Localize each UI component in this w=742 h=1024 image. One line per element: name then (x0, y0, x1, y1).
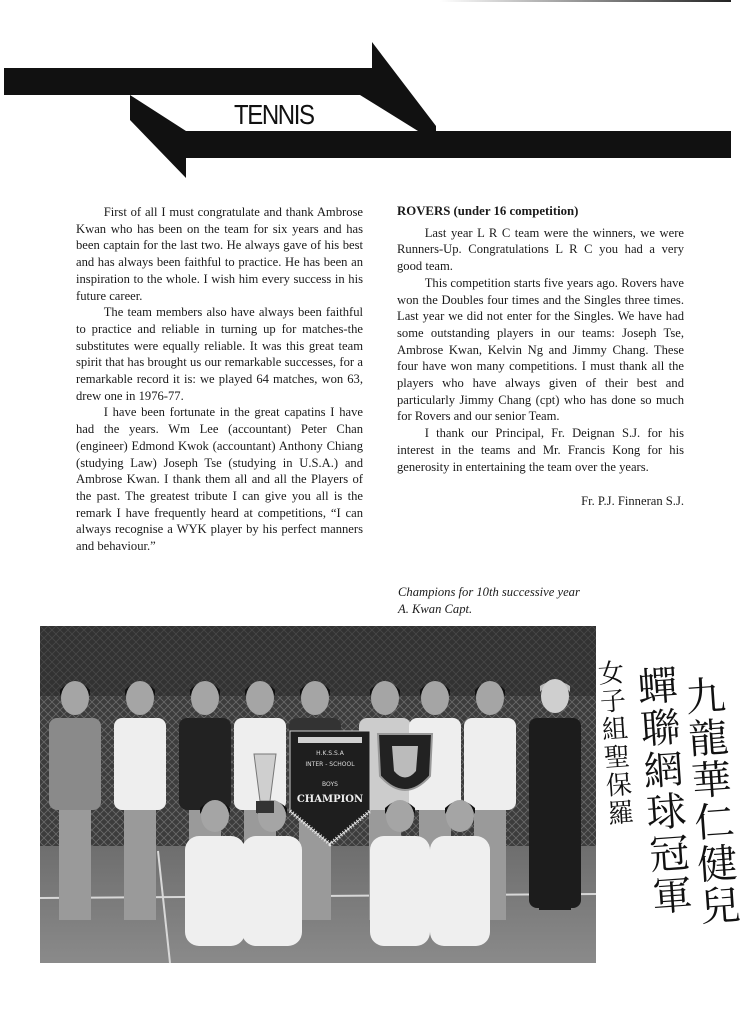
chinese-char: 蟬 (636, 662, 680, 712)
section-heading: ROVERS (under 16 competition) (397, 204, 579, 218)
chinese-subtitle-column (597, 659, 635, 828)
cup-trophy (254, 754, 276, 813)
right-paragraph: Last year L R C team were the winners, we were Runners-Up. Congratulations L R C you had a very good team. (397, 225, 684, 274)
right-paragraph: This competition starts five years ago. Rovers have won the Doubles four times and the Singles three times. Last year we did not enter for the Singles. We have had some outstanding players in our teams: Joseph Tse, Ambrose Kwan, Kelvin Ng and Jimmy Chang. These four have won many competitions. I must thank all the players who have always given of their best and particularly Jimmy Chang (cpt) who has done so much for Rovers and our senior Team. (397, 275, 684, 424)
chinese-title-column (684, 672, 742, 932)
team-photo-illustration (40, 626, 596, 963)
pennant-text: INTER - SCHOOL (305, 761, 355, 768)
chinese-char: 兒 (698, 882, 742, 932)
shield-trophy (378, 734, 432, 790)
pennant-text: BOYS (322, 781, 338, 788)
chinese-char: 女 (597, 658, 626, 691)
chinese-char: 羅 (606, 797, 635, 830)
chinese-char: 冠 (647, 830, 691, 880)
pennant-text: H.K.S.S.A (316, 750, 344, 757)
left-paragraph: The team members also have always been faithful to practice and reliable in turning up for matches-the substitutes were equally reliable. It was this great team spirit that has brought us our remarkable successes, for a remarkable record it is: we played 64 matches, won 63, drew one in 1976-77. (76, 305, 363, 403)
chinese-char: 保 (604, 770, 633, 802)
left-column (76, 204, 363, 555)
pennant-text: CHAMPION (296, 794, 364, 805)
photo-caption (398, 584, 580, 618)
chinese-char: 健 (695, 840, 739, 890)
chinese-char: 球 (644, 788, 689, 838)
left-paragraph: I have been fortunate in the great capatins I have had the years. Wm Lee (accountant) Peter Chan (engineer) Edmond Kwok (accountant) Anthony Chiang (studying Law) Joseph Tse (studying in U.S.A.) and Ambrose Kwan. I thank them all and all the Players of the past. The greatest tribute I can give you all is the remark I have frequently heard at competitions, “I can always recognise a WYK player by his perfect manners and behaviour.” (76, 405, 363, 554)
left-paragraph: First of all I must congratulate and thank Ambrose Kwan who has been on the team for six years and has been captain for the last two. He always gave of his best and has always been faithful to practice. He has been an inspiration to the whole. I wish him every success in his future career. (76, 205, 363, 303)
right-paragraph: I thank our Principal, Fr. Deignan S.J. for his interest in the teams and Mr. Francis Kong for his generosity in entertaining the team over the years. (397, 426, 684, 474)
chinese-char: 聖 (602, 742, 632, 774)
chinese-char: 九 (684, 672, 728, 722)
right-column (397, 203, 684, 510)
caption-line: Champions for 10th successive year (398, 585, 580, 599)
team-photo (40, 626, 596, 963)
banner-arrow-left (130, 95, 731, 178)
caption-line: A. Kwan Capt. (398, 602, 473, 616)
chinese-char: 組 (601, 714, 630, 746)
chinese-char: 子 (599, 686, 628, 718)
chinese-char: 仁 (692, 798, 737, 848)
chinese-char: 龍 (687, 714, 731, 764)
header-banner (0, 0, 731, 200)
chinese-char: 聯 (639, 704, 683, 754)
chinese-char: 華 (689, 756, 734, 806)
signature: Fr. P.J. Finneran S.J. (581, 494, 684, 509)
chinese-char: 軍 (650, 872, 694, 922)
page-title: TENNIS (234, 100, 314, 132)
chinese-char: 網 (641, 746, 686, 796)
